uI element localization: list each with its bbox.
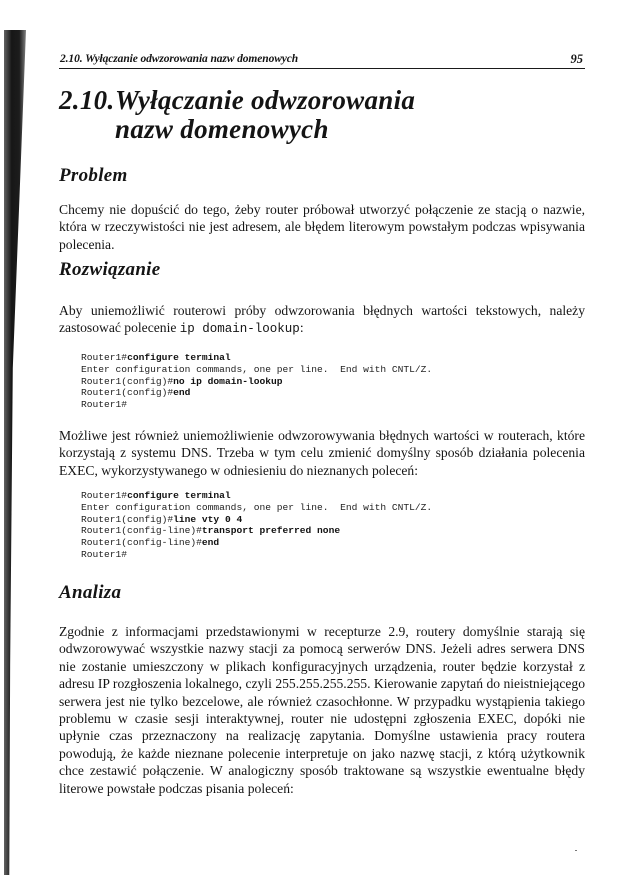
solution-paragraph-2: Możliwe jest również uniemożliwienie odwzorowywania błędnych wartości w routerach, które korzystają z systemu DNS. Trzeba w tym celu zmienić domyślny sposób działania polecenia EXEC, wykorzystywanego w odniesieniu do nieznanych poleceń:	[59, 428, 585, 478]
code-prompt: Router1(config)#	[81, 513, 174, 525]
code-line	[81, 364, 432, 376]
code-output: Enter configuration commands, one per line. End with CNTL/Z.	[81, 501, 433, 513]
code-line	[81, 525, 432, 537]
code-line	[81, 387, 432, 399]
chapter-title	[59, 86, 415, 144]
code-prompt: Router1#	[81, 490, 128, 501]
section-heading-analysis: Analiza	[59, 582, 122, 603]
scan-binding-shadow	[4, 30, 26, 875]
code-line	[81, 352, 432, 364]
code-command: no ip domain-lookup	[173, 375, 283, 387]
code-prompt: Router1(config-line)#	[81, 537, 202, 549]
chapter-title-line1: Wyłączanie odwzorowania	[115, 85, 416, 115]
code-line	[81, 376, 432, 388]
code-line	[81, 502, 432, 514]
scan-speck	[575, 850, 577, 851]
code-prompt: Router1#	[81, 352, 128, 363]
code-command: transport preferred none	[201, 525, 341, 537]
code-block-1	[81, 352, 432, 411]
code-prompt: Router1(config)#	[81, 375, 174, 387]
code-prompt: Router1(config)#	[81, 387, 174, 399]
inline-code-ip-domain-lookup: ip domain-lookup	[179, 322, 300, 337]
solution-paragraph-1	[59, 302, 585, 339]
code-prompt: Router1#	[81, 399, 128, 411]
running-header	[59, 51, 585, 69]
code-prompt: Router1#	[81, 548, 128, 560]
code-line	[81, 549, 432, 561]
code-command: end	[173, 387, 191, 399]
section-heading-solution: Rozwiązanie	[59, 259, 161, 280]
problem-paragraph: Chcemy nie dopuścić do tego, żeby router próbował utworzyć połączenie ze stacją o nazwie, która w rzeczywistości nie jest adresem, ale błędem literowym powstałym podczas wpisywania polecenia.	[59, 202, 585, 252]
running-header-title: 2.10. Wyłączanie odwzorowania nazw domenowych	[60, 53, 299, 65]
analysis-paragraph: Zgodnie z informacjami przedstawionymi w recepturze 2.9, routery domyślnie starają się odwzorowywać wszystkie nazwy stacji za pomocą serwerów DNS. Jeżeli adres serwera DNS nie zostanie umieszczony w plikach konfiguracyjnych urządzenia, router będzie korzystał z adresu IP rozgłoszenia lokalnego, czyli 255.255.255.255. Kierowanie zapytań do nieistniejącego serwera jest nie tylko bezcelowe, ale również czasochłonne. W przypadku wystąpienia takiego problemu w czasie sesji interaktywnej, router nie udostępni zgłoszenia EXEC, dopóki nie upłynie czas przeznaczony na realizację zapytania. Domyślne ustawienia pracy routera powodują, że każde nieznane polecenie interpretuje on jako nazwę stacji, z którą użytkownik chce zestawić połączenie. W analogiczny sposób traktowane są wszystkie ewentualne błędy literowe powstałe podczas pisania poleceń:	[59, 624, 585, 796]
code-command: line vty 0 4	[173, 513, 243, 525]
code-line	[81, 537, 432, 549]
solution-paragraph-1-end: :	[299, 320, 304, 336]
page-number: 95	[570, 52, 583, 66]
code-command: end	[201, 537, 220, 549]
section-heading-problem: Problem	[59, 165, 128, 186]
code-line	[81, 514, 432, 526]
chapter-title-line2: nazw domenowych	[115, 114, 329, 144]
code-block-2	[81, 490, 432, 561]
solution-paragraph-1-text: Aby uniemożliwić routerowi próby odwzorowania błędnych wartości tekstowych, należy zastosować polecenie	[59, 303, 585, 336]
code-command: configure terminal	[127, 352, 231, 363]
code-output: Enter configuration commands, one per line. End with CNTL/Z.	[81, 363, 433, 375]
code-line	[81, 399, 432, 411]
code-command: configure terminal	[127, 490, 231, 501]
code-line	[81, 490, 432, 502]
chapter-number: 2.10.	[59, 85, 115, 115]
code-prompt: Router1(config-line)#	[81, 525, 202, 537]
